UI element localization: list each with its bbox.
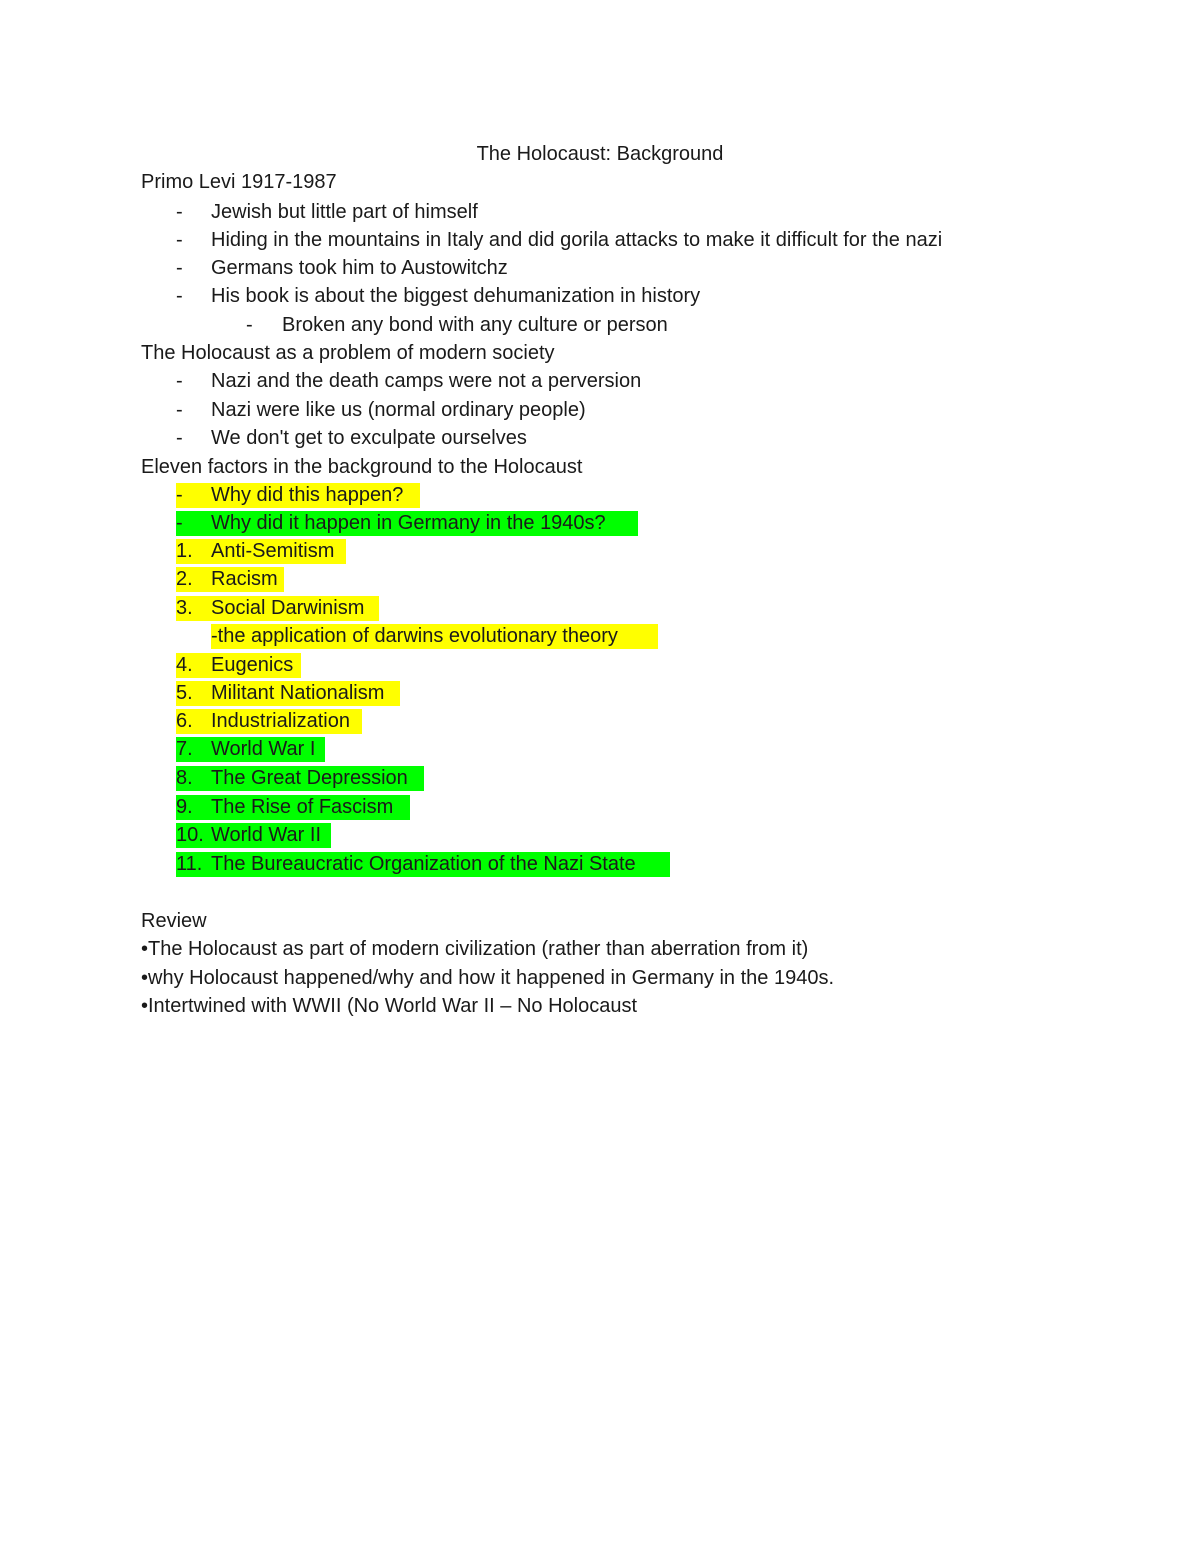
dash-marker: -: [176, 229, 183, 251]
factor-number: 9.: [176, 796, 193, 818]
list-item-text: Why did this happen?: [211, 484, 404, 506]
sub-list-item-text: Broken any bond with any culture or person: [282, 314, 668, 336]
factor-text: Militant Nationalism: [211, 682, 385, 704]
factor-number: 8.: [176, 767, 193, 789]
section-heading-primo-levi: Primo Levi 1917-1987: [141, 171, 337, 193]
list-item-text: Germans took him to Austowitchz: [211, 257, 508, 279]
dash-marker: -: [176, 201, 183, 223]
factor-number: 1.: [176, 540, 193, 562]
dash-marker: -: [176, 285, 183, 307]
dash-marker: -: [176, 484, 183, 506]
list-item-text: Nazi and the death camps were not a perversion: [211, 370, 642, 392]
section-heading-eleven-factors: Eleven factors in the background to the Holocaust: [141, 456, 583, 478]
dash-marker: -: [176, 399, 183, 421]
factor-number: 4.: [176, 654, 193, 676]
page-title: The Holocaust: Background: [476, 143, 724, 165]
factor-number: 10.: [176, 824, 204, 846]
factor-text: The Great Depression: [211, 767, 408, 789]
factor-number: 2.: [176, 568, 193, 590]
factor-number: 6.: [176, 710, 193, 732]
factor-number: 3.: [176, 597, 193, 619]
list-item-text: Hiding in the mountains in Italy and did gorila attacks to make it difficult for the nazi: [211, 229, 943, 251]
section-heading-modern-society: The Holocaust as a problem of modern society: [141, 342, 555, 364]
factor-number: 11.: [176, 853, 203, 875]
dash-marker: -: [176, 512, 183, 534]
factor-text: World War I: [211, 738, 316, 760]
list-item-text: We don't get to exculpate ourselves: [211, 427, 527, 449]
list-item-text: Jewish but little part of himself: [211, 201, 478, 223]
factor-text: Anti-Semitism: [211, 540, 335, 562]
factor-number: 7.: [176, 738, 193, 760]
dash-marker: -: [176, 370, 183, 392]
factor-text: The Bureaucratic Organization of the Nazi State: [211, 853, 636, 875]
dash-marker: -: [176, 257, 183, 279]
list-item-text: His book is about the biggest dehumanization in history: [211, 285, 701, 307]
dash-marker: -: [246, 314, 253, 336]
factor-text: Social Darwinism: [211, 597, 365, 619]
factor-number: 5.: [176, 682, 193, 704]
factor-note: -the application of darwins evolutionary theory: [211, 625, 618, 647]
dash-marker: -: [176, 427, 183, 449]
review-heading: Review: [141, 910, 207, 932]
list-item-text: Why did it happen in Germany in the 1940s?: [211, 512, 606, 534]
factor-text: World War II: [211, 824, 322, 846]
factor-text: Eugenics: [211, 654, 294, 676]
factor-text: Racism: [211, 568, 278, 590]
review-item: •Intertwined with WWII (No World War II – No Holocaust: [141, 995, 638, 1017]
list-item-text: Nazi were like us (normal ordinary people): [211, 399, 586, 421]
review-item: •why Holocaust happened/why and how it happened in Germany in the 1940s.: [141, 967, 835, 989]
review-item: •The Holocaust as part of modern civilization (rather than aberration from it): [141, 938, 809, 960]
factor-text: The Rise of Fascism: [211, 796, 394, 818]
factor-text: Industrialization: [211, 710, 350, 732]
